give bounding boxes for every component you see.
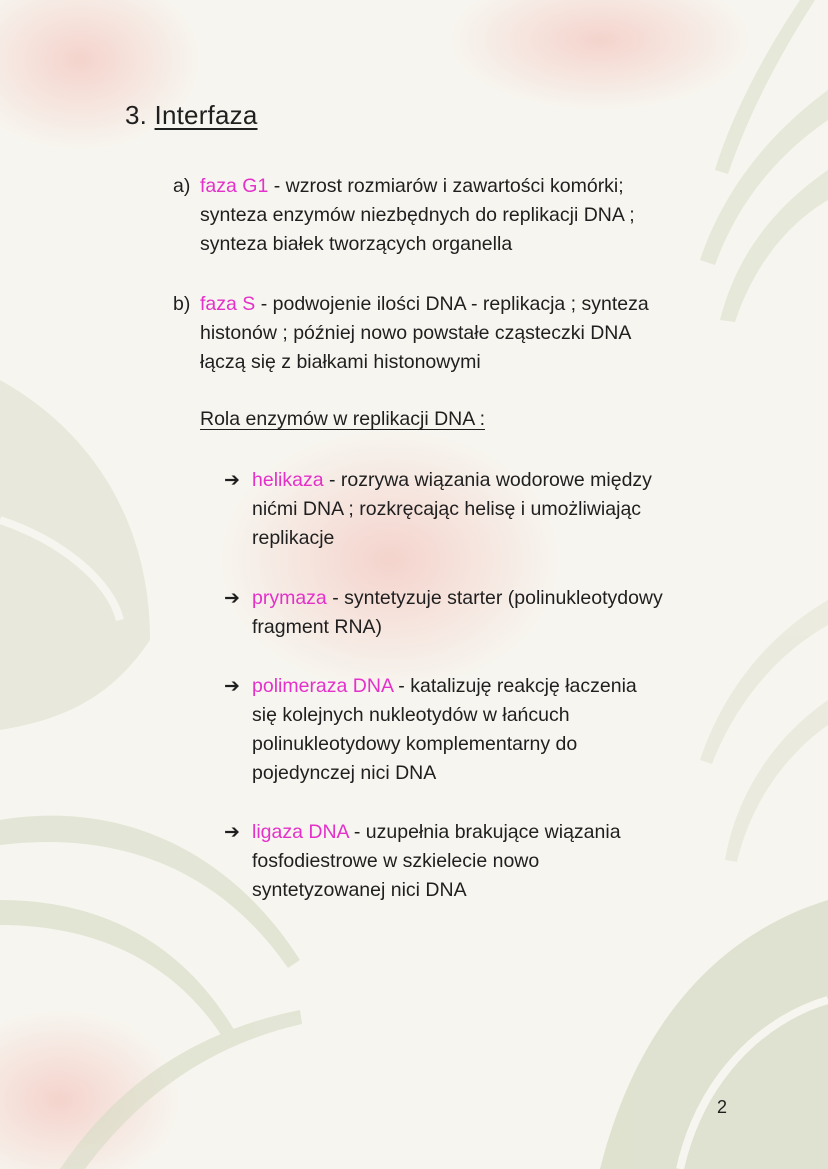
page-number: 2	[717, 1097, 728, 1117]
phase-line: synteza białek tworzących organella	[200, 233, 513, 255]
phase-marker: b)	[173, 293, 191, 315]
enzyme-line: - uzupełnia brakujące wiązania	[348, 821, 621, 843]
enzyme-line: - rozrywa wiązania wodorowe między	[323, 469, 652, 491]
phase-name: faza S	[200, 293, 256, 315]
enzyme-line: fragment RNA)	[252, 616, 383, 638]
section-title: Interfaza	[154, 100, 258, 130]
enzyme-line: - katalizuję reakcję łaczenia	[392, 675, 637, 697]
enzyme-line: polinukleotydowy komplementarny do	[252, 733, 578, 755]
enzyme-line: nićmi DNA ; rozkręcając helisę i umożliwiając	[252, 498, 642, 520]
enzyme-name: ligaza DNA	[252, 821, 349, 843]
enzyme-name: prymaza	[252, 587, 327, 609]
enzyme-line: replikacje	[252, 527, 335, 549]
phase-line: histonów ; później nowo powstałe cząsteczki DNA	[200, 322, 632, 344]
enzymes-subheading: Rola enzymów w replikacji DNA :	[200, 408, 486, 430]
section-heading	[125, 100, 258, 131]
phase-line: - wzrost rozmiarów i zawartości komórki;	[268, 175, 624, 197]
phase-s-item	[173, 290, 773, 377]
enzyme-item-polimeraza	[224, 672, 764, 788]
enzyme-name: helikaza	[252, 469, 324, 491]
enzyme-item-prymaza	[224, 584, 764, 642]
enzyme-line: się kolejnych nukleotydów w łańcuch	[252, 704, 570, 726]
enzyme-item-helikaza	[224, 466, 764, 553]
arrow-icon: ➔	[224, 470, 240, 491]
phase-line: synteza enzymów niezbędnych do replikacji DNA ;	[200, 204, 635, 226]
enzyme-line: pojedynczej nici DNA	[252, 762, 437, 784]
enzyme-line: - syntetyzuje starter (polinukleotydowy	[326, 587, 663, 609]
phase-line: - podwojenie ilości DNA - replikacja ; synteza	[255, 293, 649, 315]
phase-name: faza G1	[200, 175, 269, 197]
enzyme-line: syntetyzowanej nici DNA	[252, 879, 467, 901]
enzyme-name: polimeraza DNA	[252, 675, 393, 697]
enzyme-item-ligaza	[224, 818, 764, 905]
section-number: 3.	[125, 100, 148, 130]
enzyme-line: fosfodiestrowe w szkielecie nowo	[252, 850, 540, 872]
arrow-icon: ➔	[224, 676, 240, 697]
phase-line: łączą się z białkami histonowymi	[200, 351, 481, 373]
arrow-icon: ➔	[224, 822, 240, 843]
arrow-icon: ➔	[224, 588, 240, 609]
phase-g1-item	[173, 172, 773, 259]
phase-marker: a)	[173, 175, 191, 197]
